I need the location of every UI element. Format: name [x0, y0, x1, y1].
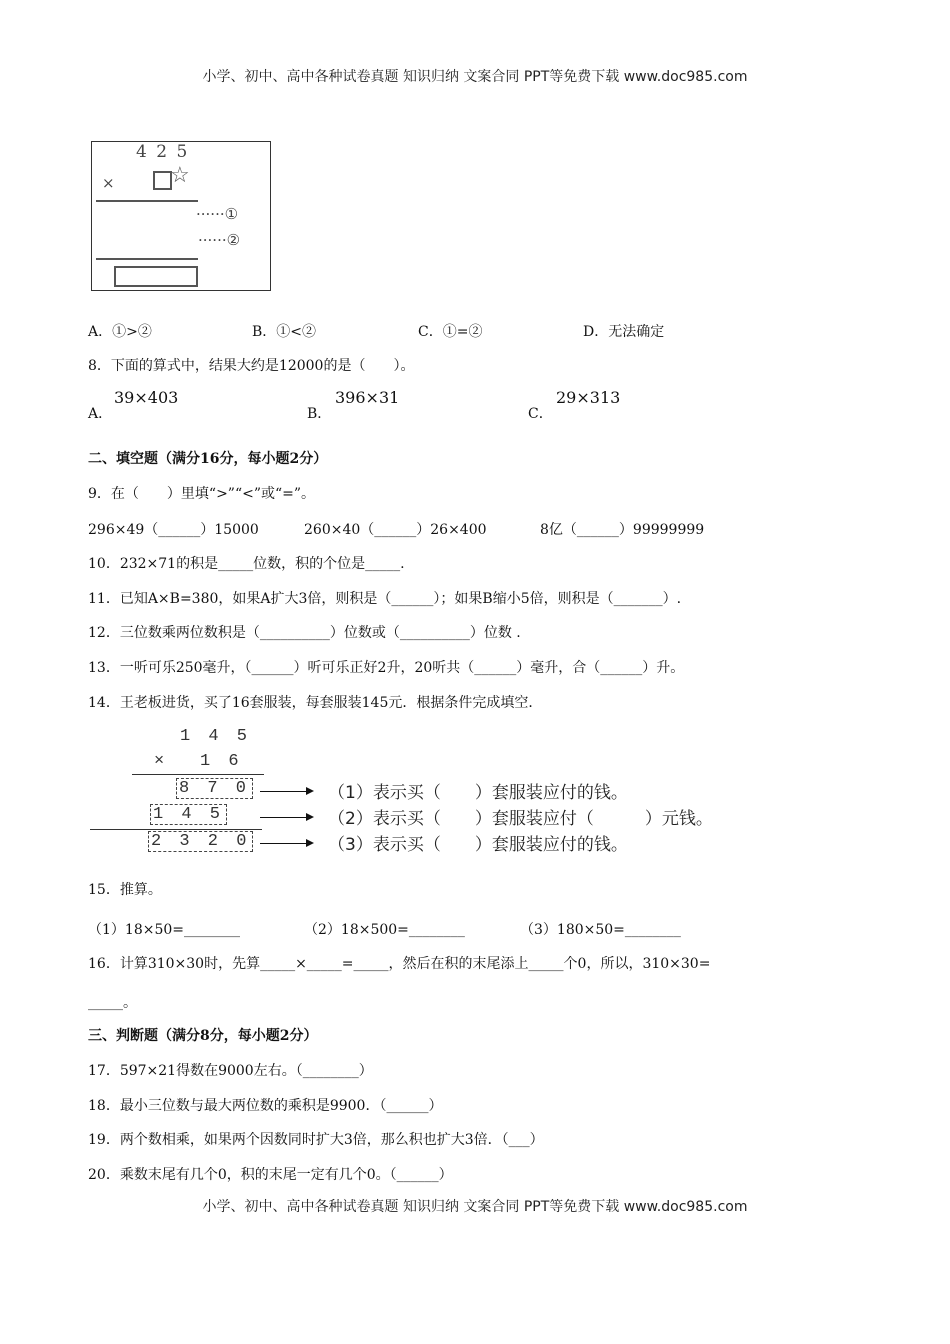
- q9-item: 296×49（______）15000: [88, 522, 259, 538]
- q16-line1: 16．计算310×30时，先算_____×_____=_____，然后在积的末尾添上_____个0，所以，310×30=: [88, 956, 711, 972]
- q9-item: 260×40（______）26×400: [304, 522, 487, 538]
- q8-option-c-expr: 29×313: [556, 388, 621, 407]
- q9-item: 8亿（______）99999999: [540, 522, 705, 538]
- partial-product-2: 1 4 5: [150, 804, 227, 825]
- q15-stem: 15．推算。: [88, 882, 162, 898]
- times-sign: ×: [154, 752, 169, 771]
- q18: 18．最小三位数与最大两位数的乘积是9900．（______）: [88, 1098, 443, 1114]
- page-footer: 小学、初中、高中各种试卷真题 知识归纳 文案合同 PPT等免费下载 www.doc985.com: [202, 1199, 748, 1215]
- q8-option-b-expr: 396×31: [335, 388, 400, 407]
- label-2: （2）表示买（ ）套服装应付（ ）元钱。: [328, 809, 713, 829]
- q15-item: （1）18×50=________: [88, 922, 240, 938]
- partial-product-1: ······①: [196, 205, 239, 223]
- q9-stem: 9．在（ ）里填“>”“<”或“=”。: [88, 486, 316, 502]
- q15-item: （2）18×500=________: [304, 922, 465, 938]
- divider: [96, 200, 198, 202]
- option-d[interactable]: D．无法确定: [583, 324, 665, 340]
- q8-option-b-label[interactable]: B．: [307, 406, 332, 422]
- star-icon: ☆: [170, 163, 190, 188]
- q8-option-a-label[interactable]: A．: [88, 406, 113, 422]
- q19: 19．两个数相乘，如果两个因数同时扩大3倍，那么积也扩大3倍．（___）: [88, 1132, 544, 1148]
- times-sign: ×: [102, 174, 115, 192]
- q10: 10．232×71的积是_____位数，积的个位是_____.: [88, 556, 405, 572]
- product: 2 3 2 0: [148, 831, 253, 852]
- arrow-icon: [260, 843, 312, 844]
- divider: [132, 774, 264, 775]
- q8-stem: 8．下面的算式中，结果大约是12000的是（ ）。: [88, 358, 415, 374]
- divider: [90, 829, 262, 830]
- q8-option-c-label[interactable]: C．: [528, 406, 553, 422]
- q16-line2: _____。: [88, 995, 137, 1011]
- arrow-icon: [260, 791, 312, 792]
- q8-option-a-expr: 39×403: [114, 388, 179, 407]
- q13: 13．一听可乐250毫升，（______）听可乐正好2升，20听共（______）毫升，合（______）升。: [88, 660, 685, 676]
- result-box: [114, 266, 198, 287]
- q20: 20．乘数末尾有几个0，积的末尾一定有几个0。（______）: [88, 1167, 453, 1183]
- partial-product-1: 8 7 0: [176, 778, 253, 799]
- q14-stem: 14．王老板进货，买了16套服装，每套服装145元．根据条件完成填空．: [88, 695, 543, 711]
- option-a[interactable]: A．①>②: [88, 324, 152, 340]
- q14-multiplication-figure: [88, 725, 788, 860]
- divider: [96, 258, 198, 260]
- arrow-icon: [260, 817, 312, 818]
- label-1: （1）表示买（ ）套服装应付的钱。: [328, 783, 628, 803]
- section-3-title: 三、判断题（满分8分，每小题2分）: [88, 1028, 318, 1044]
- section-2-title: 二、填空题（满分16分，每小题2分）: [88, 451, 328, 467]
- multiplicand: 1 4 5: [180, 727, 252, 746]
- page-header: 小学、初中、高中各种试卷真题 知识归纳 文案合同 PPT等免费下载 www.doc985.com: [202, 69, 748, 85]
- q15-item: （3）180×50=________: [520, 922, 681, 938]
- q17: 17．597×21得数在9000左右。（________）: [88, 1063, 373, 1079]
- q12: 12．三位数乘两位数积是（__________）位数或（__________）位数 .: [88, 625, 521, 641]
- q7-multiplication-figure: [91, 141, 271, 291]
- multiplicand: 4 2 5: [136, 142, 190, 162]
- option-c[interactable]: C．①=②: [418, 324, 483, 340]
- option-b[interactable]: B．①<②: [252, 324, 317, 340]
- label-3: （3）表示买（ ）套服装应付的钱。: [328, 835, 628, 855]
- multiplier: 1 6: [200, 752, 243, 771]
- partial-product-2: ······②: [198, 231, 241, 249]
- q11: 11．已知A×B=380，如果A扩大3倍，则积是（______）；如果B缩小5倍，则积是（_______）.: [88, 591, 682, 607]
